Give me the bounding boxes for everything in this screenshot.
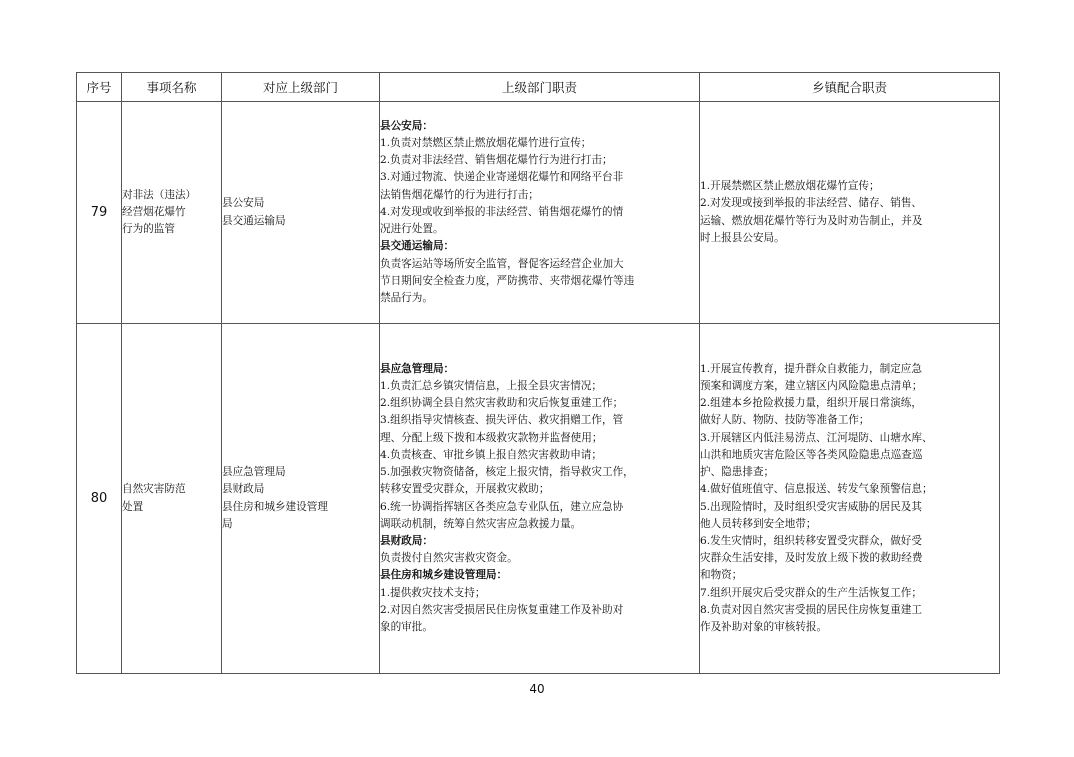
- duty-line: 山洪和地质灾害危险区等各类风险隐患点巡查巡: [700, 448, 923, 461]
- row-number: 79: [77, 102, 122, 324]
- dept-line: 县财政局: [222, 483, 265, 496]
- table-row: [77, 102, 1000, 324]
- department-heading: 县住房和城乡建设管理局：: [380, 569, 508, 582]
- duty-line: 5.出现险情时，及时组织受灾害威胁的居民及其: [700, 500, 922, 513]
- duty-line: 1.负责对禁燃区禁止燃放烟花爆竹进行宣传；: [380, 137, 592, 150]
- duty-line: 6.统一协调指挥辖区各类应急专业队伍，建立应急协: [380, 500, 624, 513]
- duty-line: 象的审批。: [380, 620, 433, 633]
- dept-line: 县交通运输局: [222, 214, 286, 227]
- upper-duties-cell: [380, 324, 700, 674]
- item-name-line: 经营烟花爆竹: [122, 205, 186, 218]
- duty-line: 1.负责汇总乡镇灾情信息，上报全县灾害情况；: [380, 380, 602, 393]
- duty-line: 和物资；: [700, 569, 743, 582]
- town-duties-cell: [700, 324, 1000, 674]
- page-number: 40: [529, 682, 545, 696]
- duty-line: 1.开展宣传教育，提升群众自救能力，制定应急: [700, 362, 922, 375]
- dept-line: 县住房和城乡建设管理: [222, 500, 328, 513]
- dept-line: 县公安局: [222, 197, 265, 210]
- duty-line: 3.开展辖区内低洼易涝点、江河堤防、山塘水库、: [700, 431, 933, 444]
- duty-line: 况进行处置。: [380, 223, 444, 236]
- duty-line: 2.组建本乡抢险救援力量，组织开展日常演练，: [700, 397, 922, 410]
- duty-line: 6.发生灾情时，组织转移安置受灾群众，做好受: [700, 534, 922, 547]
- duty-line: 7.组织开展灾后受灾群众的生产生活恢复工作；: [700, 586, 922, 599]
- duty-line: 他人员转移到安全地带；: [700, 517, 817, 530]
- duty-line: 2.对发现或接到举报的非法经营、储存、销售、: [700, 197, 922, 210]
- duty-line: 时上报县公安局。: [700, 231, 785, 244]
- header-upper-duties: 上级部门职责: [380, 73, 700, 102]
- item-name-line: 行为的监管: [122, 223, 175, 236]
- duty-line: 调联动机制，统筹自然灾害应急救援力量。: [380, 517, 582, 530]
- responsibility-table: [76, 72, 1000, 674]
- duty-line: 4.负责核查、审批乡镇上报自然灾害救助申请；: [380, 448, 602, 461]
- header-item-name: 事项名称: [122, 73, 222, 102]
- duty-line: 护、隐患排查；: [700, 466, 775, 479]
- duty-line: 禁品行为。: [380, 291, 433, 304]
- duty-line: 2.组织协调全县自然灾害救助和灾后恢复重建工作；: [380, 397, 624, 410]
- duty-line: 5.加强救灾物资储备，核定上报灾情，指导救灾工作，: [380, 466, 634, 479]
- duty-line: 预案和调度方案，建立辖区内风险隐患点清单；: [700, 380, 923, 393]
- duty-line: 作及补助对象的审核转报。: [700, 620, 828, 633]
- table-header-row: [77, 73, 1000, 102]
- table-row: [77, 324, 1000, 674]
- duty-line: 1.提供救灾技术支持；: [380, 586, 486, 599]
- item-name-line: 自然灾害防范: [122, 483, 186, 496]
- duty-line: 运输、燃放烟花爆竹等行为及时劝告制止，并及: [700, 214, 923, 227]
- department-heading: 县财政局：: [380, 534, 433, 547]
- duty-line: 3.组织指导灾情核查、损失评估、救灾捐赠工作，管: [380, 414, 624, 427]
- item-name-cell: [122, 324, 222, 674]
- duty-line: 负责客运站等场所安全监管，督促客运经营企业加大: [380, 257, 624, 270]
- duty-line: 灾群众生活安排，及时发放上级下拨的救助经费: [700, 552, 923, 565]
- item-name-line: 处置: [122, 500, 144, 513]
- duty-line: 2.负责对非法经营、销售烟花爆竹行为进行打击；: [380, 154, 613, 167]
- upper-duties-cell: [380, 102, 700, 324]
- duty-line: 4.对发现或收到举报的非法经营、销售烟花爆竹的情: [380, 205, 624, 218]
- duty-line: 3.对通过物流、快递企业寄递烟花爆竹和网络平台非: [380, 171, 624, 184]
- duty-line: 理、分配上级下拨和本级救灾款物并监督使用；: [380, 431, 603, 444]
- upper-dept-cell: [222, 102, 380, 324]
- upper-dept-cell: [222, 324, 380, 674]
- duty-line: 8.负责对因自然灾害受损的居民住房恢复重建工: [700, 603, 922, 616]
- dept-line: 县应急管理局: [222, 466, 286, 479]
- duty-line: 负责拨付自然灾害救灾资金。: [380, 552, 518, 565]
- header-no: 序号: [77, 73, 122, 102]
- duty-line: 1.开展禁燃区禁止燃放烟花爆竹宣传；: [700, 180, 880, 193]
- department-heading: 县交通运输局：: [380, 240, 455, 253]
- department-heading: 县公安局：: [380, 119, 433, 132]
- dept-line: 局: [222, 517, 233, 530]
- duty-line: 法销售烟花爆竹的行为进行打击；: [380, 188, 539, 201]
- duty-line: 转移安置受灾群众，开展救灾救助；: [380, 483, 550, 496]
- item-name-cell: [122, 102, 222, 324]
- duty-line: 4.做好值班值守、信息报送、转发气象预警信息；: [700, 483, 933, 496]
- header-upper-dept: 对应上级部门: [222, 73, 380, 102]
- header-town-duties: 乡镇配合职责: [700, 73, 1000, 102]
- town-duties-cell: [700, 102, 1000, 324]
- duty-line: 节日期间安全检查力度，严防携带、夹带烟花爆竹等违: [380, 274, 635, 287]
- row-number: 80: [77, 324, 122, 674]
- duty-line: 2.对因自然灾害受损居民住房恢复重建工作及补助对: [380, 603, 624, 616]
- duty-line: 做好人防、物防、技防等准备工作；: [700, 414, 870, 427]
- item-name-line: 对非法（违法）: [122, 188, 197, 201]
- department-heading: 县应急管理局：: [380, 362, 455, 375]
